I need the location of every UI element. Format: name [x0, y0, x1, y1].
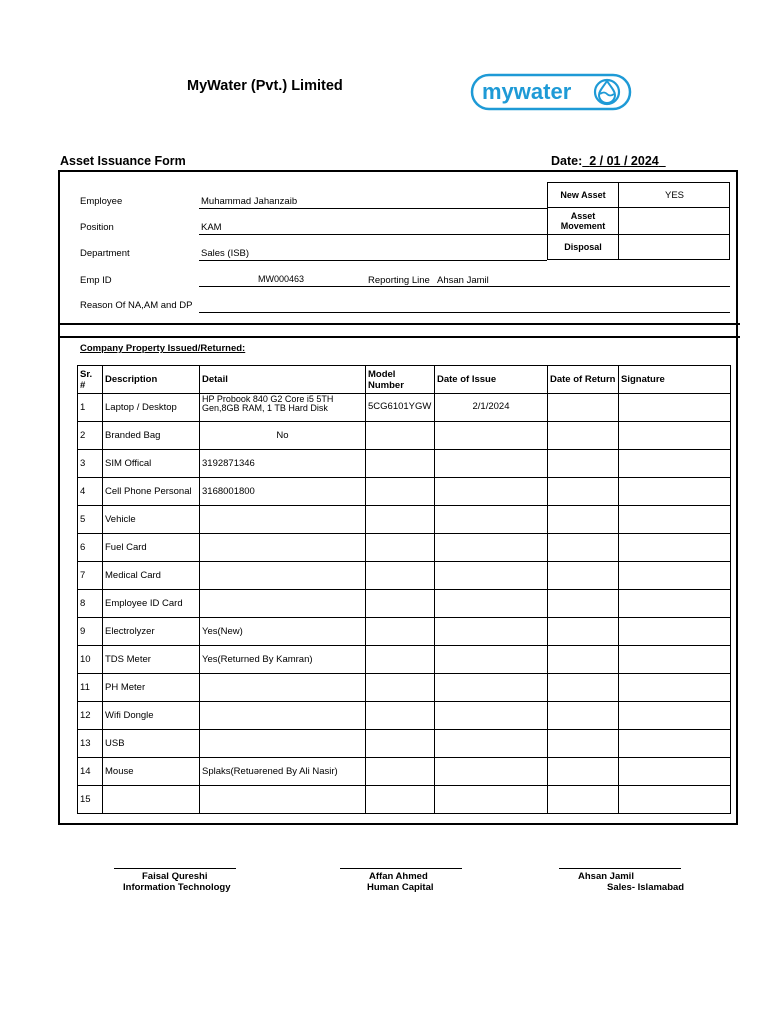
cell-description: Electrolyzer [103, 618, 200, 646]
col-header-sr: Sr. # [78, 366, 103, 394]
cell-model-number [366, 422, 435, 450]
reason-label: Reason Of NA,AM and DP [80, 300, 193, 311]
cell-detail: 3192871346 [200, 450, 366, 478]
cell-model-number [366, 702, 435, 730]
cell-detail: Yes(New) [200, 618, 366, 646]
emp-id-value: MW000463 [258, 274, 305, 284]
employee-underline [199, 208, 547, 209]
disposal-value [620, 235, 729, 259]
date-label: Date: [551, 154, 583, 168]
cell-description: Fuel Card [103, 534, 200, 562]
cell-model-number [366, 534, 435, 562]
cell-date-of-return [548, 590, 619, 618]
cell-sr: 14 [78, 758, 103, 786]
cell-detail [200, 590, 366, 618]
cell-date-of-issue [435, 534, 548, 562]
table-row [78, 758, 731, 786]
cell-date-of-issue [435, 478, 548, 506]
cell-sr: 9 [78, 618, 103, 646]
cell-date-of-issue [435, 450, 548, 478]
cell-date-of-return [548, 422, 619, 450]
position-label: Position [80, 222, 114, 233]
table-row [78, 534, 731, 562]
signatory-dept: Human Capital [367, 882, 434, 893]
signature-line [340, 868, 462, 869]
status-row-disposal [548, 235, 729, 259]
cell-sr: 12 [78, 702, 103, 730]
cell-date-of-issue: 2/1/2024 [435, 394, 548, 422]
cell-date-of-return [548, 506, 619, 534]
cell-sr: 15 [78, 786, 103, 814]
signatory-name: Ahsan Jamil [578, 871, 634, 882]
cell-date-of-return [548, 394, 619, 422]
signature-line [114, 868, 236, 869]
cell-description: Medical Card [103, 562, 200, 590]
divider [58, 336, 740, 338]
property-table [77, 365, 731, 814]
cell-date-of-return [548, 786, 619, 814]
section-heading: Company Property Issued/Returned: [80, 343, 246, 354]
cell-model-number [366, 450, 435, 478]
department-value: Sales (ISB) [201, 248, 250, 259]
cell-detail: Splaks(Retuərened By Ali Nasir) [200, 758, 366, 786]
cell-description: PH Meter [103, 674, 200, 702]
signatory-name: Faisal Qureshi [142, 871, 208, 882]
table-row [78, 422, 731, 450]
cell-sr: 4 [78, 478, 103, 506]
signatory-name: Affan Ahmed [369, 871, 428, 882]
cell-signature [619, 394, 731, 422]
employee-label: Employee [80, 196, 123, 207]
position-value: KAM [201, 222, 222, 233]
cell-signature [619, 758, 731, 786]
cell-sr: 5 [78, 506, 103, 534]
cell-description: Mouse [103, 758, 200, 786]
table-row [78, 450, 731, 478]
cell-model-number [366, 646, 435, 674]
table-row [78, 394, 731, 422]
col-header-detail: Detail [200, 366, 366, 394]
table-row [78, 618, 731, 646]
cell-signature [619, 506, 731, 534]
cell-sr: 3 [78, 450, 103, 478]
cell-signature [619, 646, 731, 674]
cell-description: Laptop / Desktop [103, 394, 200, 422]
asset-movement-value [620, 208, 729, 234]
signatory-dept: Information Technology [123, 882, 231, 893]
department-underline [199, 260, 547, 261]
cell-sr: 6 [78, 534, 103, 562]
col-header-signature: Signature [619, 366, 731, 394]
cell-sr: 10 [78, 646, 103, 674]
cell-description: Cell Phone Personal [103, 478, 200, 506]
cell-date-of-issue [435, 562, 548, 590]
cell-model-number [366, 562, 435, 590]
cell-detail [200, 730, 366, 758]
table-row [78, 786, 731, 814]
form-title: Asset Issuance Form [60, 154, 186, 168]
cell-signature [619, 562, 731, 590]
cell-detail [200, 506, 366, 534]
col-header-model-number: Model Number [366, 366, 435, 394]
cell-description: TDS Meter [103, 646, 200, 674]
mywater-logo [470, 72, 632, 112]
cell-signature [619, 534, 731, 562]
cell-date-of-return [548, 618, 619, 646]
cell-signature [619, 590, 731, 618]
cell-date-of-return [548, 702, 619, 730]
new-asset-label: New Asset [548, 183, 619, 207]
employee-value: Muhammad Jahanzaib [201, 196, 298, 207]
reporting-line-value: Ahsan Jamil [437, 275, 489, 286]
cell-sr: 8 [78, 590, 103, 618]
date-value: 2 / 01 / 2024 [589, 154, 659, 168]
cell-detail: HP Probook 840 G2 Core i5 5TH Gen,8GB RAM, 1 TB Hard Disk [200, 394, 366, 422]
emp-id-label: Emp ID [80, 275, 112, 286]
cell-date-of-issue [435, 422, 548, 450]
new-asset-value: YES [664, 189, 684, 201]
cell-description: USB [103, 730, 200, 758]
cell-date-of-issue [435, 758, 548, 786]
form-date [551, 154, 666, 168]
cell-date-of-return [548, 674, 619, 702]
table-row [78, 562, 731, 590]
table-header-row [78, 366, 731, 394]
table-row [78, 478, 731, 506]
cell-description: Vehicle [103, 506, 200, 534]
disposal-label: Disposal [548, 235, 619, 259]
status-row-new-asset [548, 183, 729, 208]
cell-model-number [366, 590, 435, 618]
signature-line [559, 868, 681, 869]
cell-model-number [366, 758, 435, 786]
company-name: MyWater (Pvt.) Limited [187, 78, 343, 94]
cell-description: Employee ID Card [103, 590, 200, 618]
reporting-line-label: Reporting Line [368, 275, 430, 286]
cell-model-number [366, 786, 435, 814]
col-header-description: Description [103, 366, 200, 394]
cell-model-number: 5CG6101YGW [366, 394, 435, 422]
cell-signature [619, 786, 731, 814]
cell-date-of-return [548, 478, 619, 506]
cell-detail [200, 702, 366, 730]
table-row [78, 646, 731, 674]
cell-sr: 11 [78, 674, 103, 702]
cell-date-of-issue [435, 730, 548, 758]
signatory-dept: Sales- Islamabad [607, 882, 685, 893]
cell-date-of-issue [435, 786, 548, 814]
table-row [78, 702, 731, 730]
cell-description: Branded Bag [103, 422, 200, 450]
cell-date-of-return [548, 562, 619, 590]
cell-date-of-issue [435, 702, 548, 730]
col-header-date-of-return: Date of Return [548, 366, 619, 394]
cell-model-number [366, 674, 435, 702]
logo-wordmark: mywater [482, 79, 572, 104]
cell-detail: No [200, 422, 366, 450]
cell-date-of-return [548, 646, 619, 674]
reason-underline [199, 312, 730, 313]
department-label: Department [80, 248, 130, 259]
cell-model-number [366, 618, 435, 646]
cell-signature [619, 450, 731, 478]
cell-model-number [366, 506, 435, 534]
cell-model-number [366, 478, 435, 506]
divider [58, 323, 740, 325]
cell-sr: 7 [78, 562, 103, 590]
cell-sr: 13 [78, 730, 103, 758]
cell-detail [200, 786, 366, 814]
cell-date-of-return [548, 758, 619, 786]
cell-signature [619, 730, 731, 758]
cell-date-of-issue [435, 646, 548, 674]
cell-date-of-issue [435, 618, 548, 646]
position-underline [199, 234, 547, 235]
water-drop-icon [595, 80, 619, 104]
cell-signature [619, 674, 731, 702]
cell-model-number [366, 730, 435, 758]
cell-date-of-return [548, 730, 619, 758]
col-header-date-of-issue: Date of Issue [435, 366, 548, 394]
cell-sr: 2 [78, 422, 103, 450]
cell-sr: 1 [78, 394, 103, 422]
cell-date-of-return [548, 450, 619, 478]
cell-signature [619, 422, 731, 450]
cell-signature [619, 618, 731, 646]
table-row [78, 506, 731, 534]
cell-detail [200, 562, 366, 590]
table-row [78, 674, 731, 702]
empid-underline [199, 286, 730, 287]
cell-detail [200, 674, 366, 702]
cell-description: Wifi Dongle [103, 702, 200, 730]
cell-signature [619, 702, 731, 730]
cell-description: SIM Offical [103, 450, 200, 478]
cell-date-of-return [548, 534, 619, 562]
cell-detail: Yes(Returned By Kamran) [200, 646, 366, 674]
cell-detail: 3168001800 [200, 478, 366, 506]
cell-signature [619, 478, 731, 506]
cell-date-of-issue [435, 590, 548, 618]
cell-description [103, 786, 200, 814]
table-row [78, 730, 731, 758]
cell-detail [200, 534, 366, 562]
asset-movement-label: Asset Movement [548, 208, 619, 234]
asset-status-box [547, 182, 730, 260]
cell-date-of-issue [435, 674, 548, 702]
table-row [78, 590, 731, 618]
cell-date-of-issue [435, 506, 548, 534]
status-row-asset-movement [548, 208, 729, 235]
